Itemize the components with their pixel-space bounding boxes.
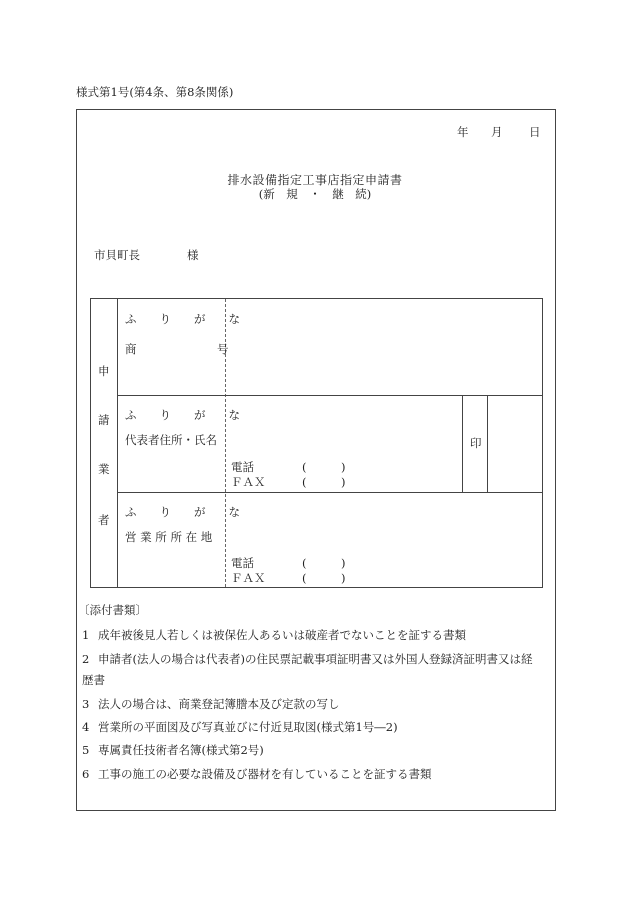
attachment-text: 申請者(法人の場合は代表者)の住民票記載事項証明書又は外国人登録済証明書又は経 — [98, 652, 533, 666]
form-number: 様式第1号(第4条、第8条関係) — [76, 85, 234, 99]
seal-cell[interactable] — [462, 395, 488, 492]
addressee-name: 市貝町長 — [94, 248, 140, 262]
trade-name-field[interactable] — [227, 301, 540, 393]
office-address-field[interactable] — [227, 494, 540, 549]
row-divider-2 — [117, 492, 542, 493]
date-day-label[interactable]: 日 — [529, 125, 541, 139]
trade-name-label: 商 号 — [125, 342, 229, 356]
representative-field[interactable] — [227, 397, 460, 453]
attachment-item-continuation — [82, 672, 105, 688]
office-address-label: 営 業 所 所 在 地 — [125, 530, 213, 544]
attachment-text: 歴書 — [82, 673, 105, 687]
applicant-label-char: 業 — [98, 462, 110, 476]
attachment-text: 工事の施工の必要な設備及び器材を有していることを証する書類 — [98, 767, 432, 781]
attachments-heading: 〔添付書類〕 — [78, 603, 147, 617]
date-month-label[interactable]: 月 — [491, 125, 503, 139]
row2-tel-field[interactable]: ( ) — [302, 460, 346, 474]
seal-label: 印 — [470, 436, 482, 450]
applicant-label-char: 者 — [98, 513, 110, 527]
attachment-item — [82, 719, 398, 735]
row2-fax-field[interactable]: ( ) — [302, 475, 346, 489]
representative-label: 代表者住所・氏名 — [125, 433, 217, 447]
attachment-text: 成年被後見人若しくは被保佐人あるいは破産者でないことを証する書類 — [98, 628, 466, 642]
row3-fax-label: ＦＡＸ — [231, 571, 266, 585]
attachment-text: 専属責任技術者名簿(様式第2号) — [98, 743, 264, 757]
attachment-item — [82, 766, 432, 782]
attachment-item — [82, 742, 264, 758]
row3-tel-label: 電話 — [231, 556, 254, 570]
date-year-label[interactable]: 年 — [457, 125, 469, 139]
applicant-table — [90, 298, 543, 588]
attachment-text: 法人の場合は、商業登記簿謄本及び定款の写し — [98, 697, 340, 711]
addressee-suffix: 様 — [187, 248, 199, 262]
row2-tel-label: 電話 — [231, 460, 254, 474]
attachment-item — [82, 696, 340, 712]
applicant-label-char: 請 — [98, 413, 110, 427]
attachment-number: 4 — [82, 720, 90, 734]
row3-furigana-label: ふ り が な — [125, 505, 240, 519]
attachment-text: 営業所の平面図及び写真並びに付近見取図(様式第1号―2) — [98, 720, 398, 734]
row2-fax-label: ＦＡＸ — [231, 475, 266, 489]
row1-furigana-label: ふ り が な — [125, 312, 240, 326]
attachment-number: 5 — [82, 743, 90, 757]
attachment-number: 1 — [82, 628, 90, 642]
label-column-divider — [117, 299, 118, 587]
row2-furigana-label: ふ り が な — [125, 408, 240, 422]
attachment-item — [82, 627, 466, 643]
row3-fax-field[interactable]: ( ) — [302, 571, 346, 585]
attachment-item — [82, 651, 532, 667]
attachment-number: 3 — [82, 697, 90, 711]
applicant-label-char: 申 — [98, 364, 110, 378]
attachment-number: 6 — [82, 767, 90, 781]
row3-tel-field[interactable]: ( ) — [302, 556, 346, 570]
attachment-number: 2 — [82, 652, 90, 666]
document-subtitle[interactable]: (新 規 ・ 継 続) — [258, 187, 372, 201]
document-title: 排水設備指定工事店指定申請書 — [227, 173, 403, 187]
